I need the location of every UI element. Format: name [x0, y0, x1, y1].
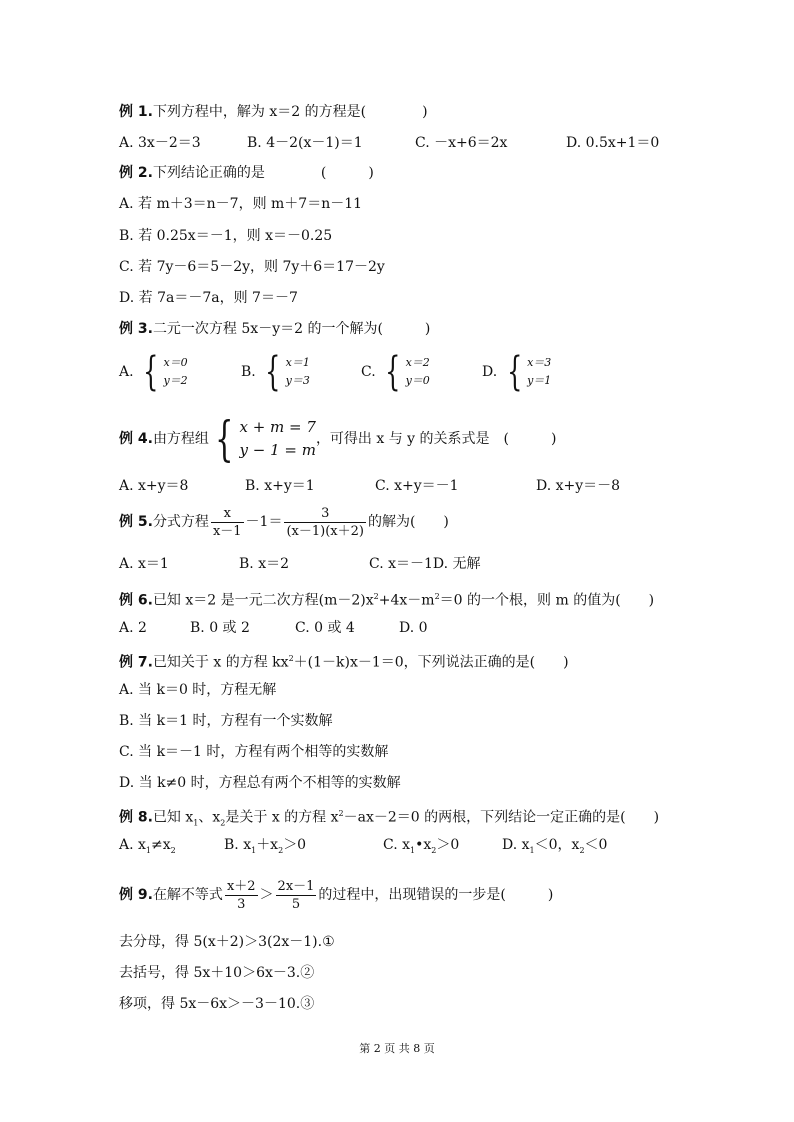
q2-option-b: B. 若 0.25x＝－1，则 x＝－0.25 [119, 228, 333, 244]
question-1 [119, 102, 428, 122]
q4-option-d: D. x+y＝－8 [536, 478, 621, 494]
q9-step-2: 去括号，得 5x＋10＞6x－3.② [119, 965, 315, 981]
q4-eq2: y − 1 = m [239, 441, 316, 459]
q5-pre: 分式方程 [152, 514, 209, 530]
q8-option-c: C. $x_1•x_2>0$ [383, 837, 460, 855]
q4-eq1: x + m = 7 [239, 418, 316, 436]
q8-option-b: B. $x_1+x_2>0$ [224, 837, 307, 855]
q4-option-a: A. x+y＝8 [119, 478, 189, 494]
q4-pre: 由方程组 [152, 431, 209, 447]
question-4 [119, 411, 557, 467]
q3-option-a: A. { x＝0 y＝2 [119, 349, 188, 395]
q4-post: ，可得出 x 与 y 的关系式是 ( ) [315, 431, 557, 447]
q6-option-b: B. 0 或 2 [190, 620, 250, 636]
q1-label: 例 1. [119, 104, 153, 120]
q2-option-a: A. 若 m＋3＝n－7，则 m＋7＝n－11 [119, 196, 363, 212]
question-9: 例 9. 在解不等式 $\frac{x+2}{3}$ ＞ $\frac{2x-1}{5}$ 的过程中，出现错误的一步是( ) [119, 878, 554, 912]
question-7: 例 7.已知关于 x 的方程 $kx^2+(1-k)x-1=0$，下列说法正确的是( ) [119, 654, 569, 671]
q7-option-b: B. 当 k＝1 时，方程有一个实数解 [119, 713, 333, 729]
q7-label: 例 7. [119, 654, 153, 671]
q7-option-d: D. 当 k≠0 时，方程总有两个不相等的实数解 [119, 775, 401, 791]
question-3 [119, 319, 430, 339]
question-2 [119, 163, 374, 183]
q2-stem: 下列结论正确的是 ( ) [152, 165, 374, 181]
q3-option-d: D. { x＝3 y＝1 [482, 349, 552, 395]
q1-option-d: D. 0.5x+1＝0 [566, 135, 660, 151]
q4-label: 例 4. [119, 431, 153, 447]
q1-option-c: C. －x+6＝2x [415, 135, 508, 151]
q5-mid: －1＝ [245, 514, 283, 530]
q5-option-b: B. x＝2 [239, 556, 289, 572]
q8-option-d: D. $x_1<0$，$x_2<0$ [502, 837, 608, 855]
q4-option-c: C. x+y＝－1 [375, 478, 459, 494]
q5-label: 例 5. [119, 514, 153, 530]
question-5 [119, 503, 449, 541]
q1-option-a: A. 3x－2＝3 [119, 135, 201, 151]
q8-label: 例 8. [119, 809, 153, 826]
q5-post: 的解为( ) [367, 514, 449, 530]
q5-option-cd: C. x＝－1D. 无解 [369, 556, 481, 572]
page-footer: 第 2 页 共 8 页 [359, 1042, 435, 1055]
question-8: 例 8.已知 $x_1$、$x_2$是关于 x 的方程 $x^2-ax-2=0$ 的两根，下列结论一定正确的是( ) [119, 809, 660, 828]
q1-stem: 下列方程中，解为 x＝2 的方程是( ) [152, 104, 428, 120]
q9-step-3: 移项，得 5x－6x＞－3－10.③ [119, 996, 315, 1012]
q2-option-c: C. 若 7y－6＝5－2y，则 7y＋6＝17－2y [119, 259, 385, 275]
q2-label: 例 2. [119, 165, 153, 181]
brace-icon: { [506, 349, 523, 395]
q6-option-a: A. 2 [119, 620, 147, 636]
q5-option-a: A. x＝1 [119, 556, 169, 572]
q1-option-b: B. 4－2(x－1)＝1 [247, 135, 363, 151]
q9-fraction-1: $\frac{x+2}{3}$ [226, 878, 256, 912]
q5-fraction-1: $\frac{x}{x-1}$ [212, 505, 242, 539]
q7-option-c: C. 当 k＝－1 时，方程有两个相等的实数解 [119, 744, 389, 760]
q9-label: 例 9. [119, 887, 153, 903]
brace-icon: { [143, 349, 159, 395]
q2-option-d: D. 若 7a＝－7a，则 7＝－7 [119, 290, 298, 306]
question-6: 例 6.已知 x＝2 是一元二次方程$(m-2)x^2+4x-m^2=0$ 的一个根，则 m 的值为( ) [119, 592, 655, 609]
q7-option-a: A. 当 k＝0 时，方程无解 [119, 682, 277, 698]
q8-option-a: A. $x_1\ne x_2$ [119, 837, 176, 855]
q4-option-b: B. x+y＝1 [245, 478, 315, 494]
brace-icon: { [265, 349, 281, 395]
q6-option-d: D. 0 [399, 620, 428, 636]
brace-icon: { [215, 411, 234, 467]
q3-label: 例 3. [119, 321, 153, 337]
q9-step-1: 去分母，得 5(x＋2)＞3(2x－1).① [119, 934, 335, 950]
q6-option-c: C. 0 或 4 [295, 620, 355, 636]
q3-stem: 二元一次方程 5x－y＝2 的一个解为( ) [152, 321, 431, 337]
q5-fraction-2: $\frac{3}{(x-1)(x+2)}$ [286, 505, 364, 539]
brace-icon: { [385, 349, 401, 395]
q3-option-c: C. { x＝2 y＝0 [361, 349, 430, 395]
q9-fraction-2: $\frac{2x-1}{5}$ [277, 878, 315, 912]
q6-label: 例 6. [119, 592, 153, 609]
q3-option-b: B. { x＝1 y＝3 [241, 349, 310, 395]
